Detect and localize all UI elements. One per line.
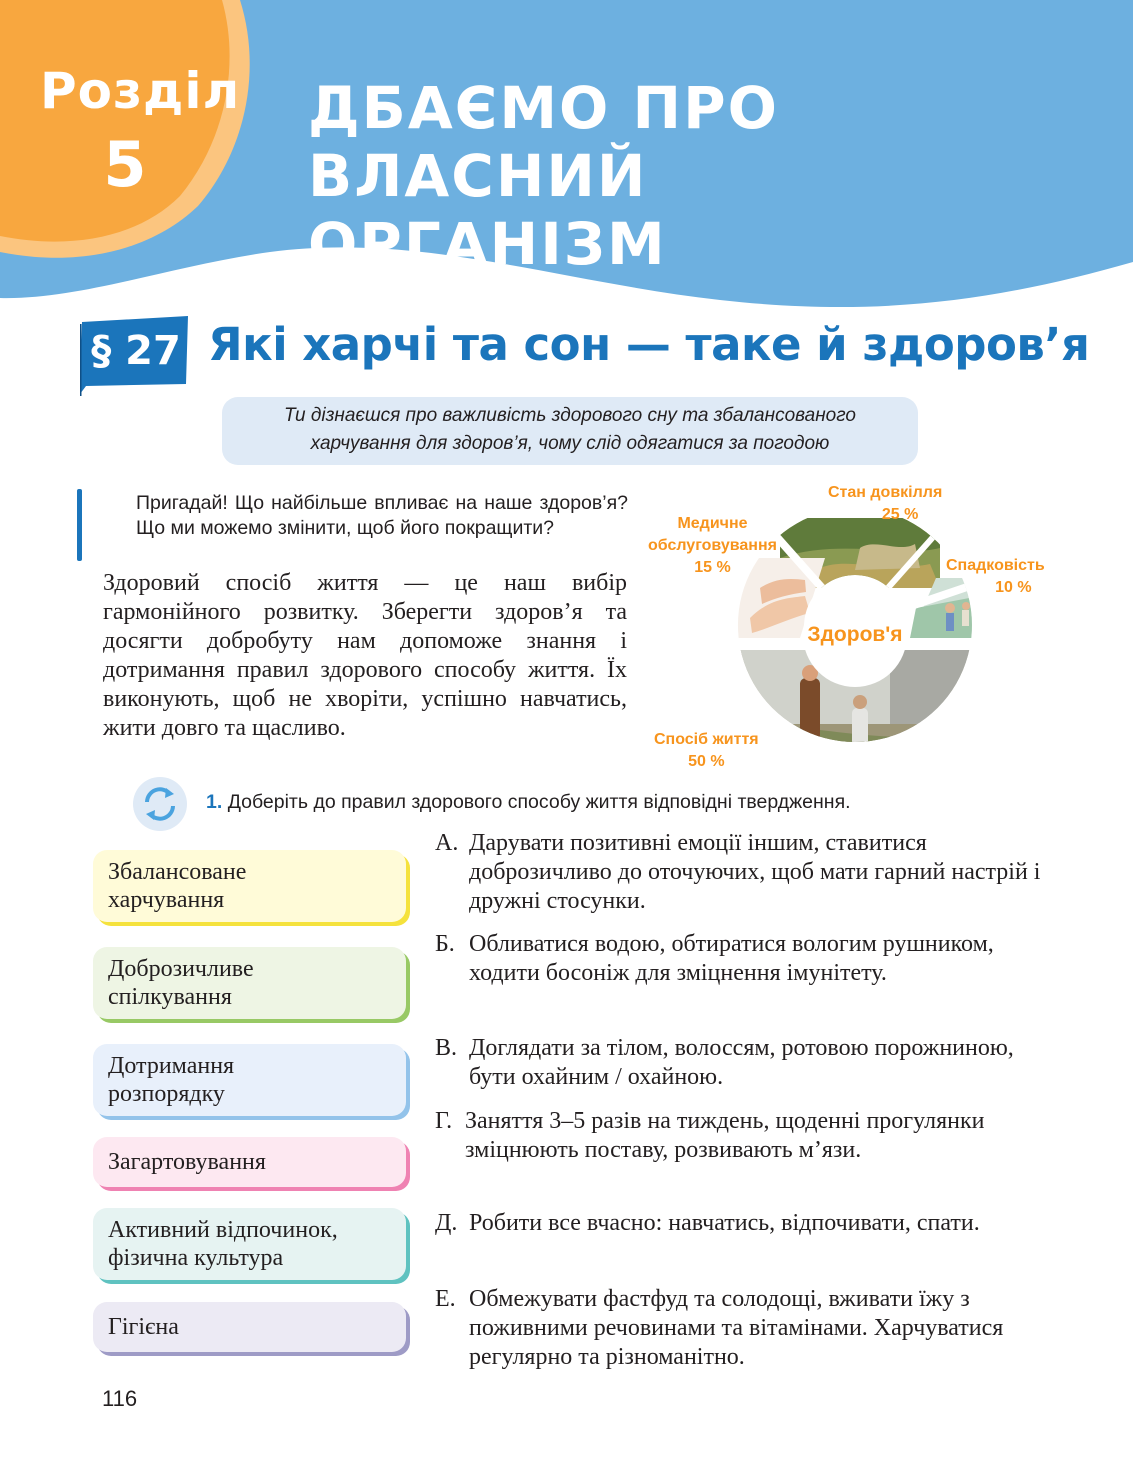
lesson-goals-line-1: Ти дізнаєшся про важливість здорового сну та збалансованого: [284, 405, 856, 426]
label-environment-percent: 25 %: [881, 506, 919, 523]
rule-box-nutrition-line-2: харчування: [108, 887, 225, 913]
statement-b-letter: Б.: [435, 931, 455, 957]
statement-d[interactable]: [435, 1107, 1055, 1165]
donut-center-label: Здоров'я: [807, 623, 903, 646]
rule-box-nutrition-line-1: Збалансоване: [108, 859, 247, 885]
label-lifestyle: [654, 729, 759, 773]
label-lifestyle-name: Спосіб життя: [654, 731, 759, 748]
task-1: [206, 791, 851, 814]
rule-box-nutrition[interactable]: [93, 850, 406, 922]
statement-d-letter: Г.: [435, 1108, 453, 1134]
statement-f[interactable]: [435, 1285, 1055, 1372]
rule-box-friendly-communication[interactable]: [93, 947, 406, 1019]
label-heredity-percent: 10 %: [995, 579, 1032, 596]
rule-box-active-rest-line-2: фізична культура: [108, 1245, 284, 1271]
statement-b-text: Обливатися водою, обтиратися вологим рушником, ходити босоніж для зміцнення імунітету.: [469, 931, 994, 986]
statement-f-text: Обмежувати фастфуд та солодощі, вживати їжу з поживними речовинами та вітамінами. Харчуватися регулярно та різноманітно.: [469, 1286, 1004, 1370]
label-heredity-name: Спадковість: [946, 557, 1045, 574]
statement-a-text: Дарувати позитивні емоції іншим, ставитися доброзичливо до оточуючих, щоб мати гарний настрій і дружні стосунки.: [469, 830, 1041, 914]
rule-box-daily-routine-line-2: розпорядку: [108, 1081, 225, 1107]
label-medical: [648, 513, 777, 579]
label-environment: [828, 482, 942, 526]
rule-box-friendly-communication-line-2: спілкування: [108, 984, 232, 1010]
recall-marker: [77, 489, 82, 561]
statement-e-text: Робити все вчасно: навчатись, відпочивати, спати.: [469, 1210, 980, 1236]
page-number: 116: [102, 1386, 138, 1411]
statement-a-letter: А.: [435, 830, 459, 856]
paragraph-title: Які харчі та сон — таке й здоров’я: [208, 318, 1090, 371]
rule-box-daily-routine-line-1: Дотримання: [108, 1053, 235, 1079]
chapter-label: Розділ: [40, 62, 241, 120]
rule-box-active-rest-line-1: Активний відпочинок,: [108, 1217, 338, 1243]
statement-c[interactable]: [435, 1034, 1055, 1092]
rule-box-daily-routine[interactable]: [93, 1044, 406, 1116]
main-paragraph: Здоровий спосіб життя — це наш вибір гармонійного розвитку. Зберегти здоров’я та досягти добробуту нам допоможе знання і дотримання правил здорового способу життя. Їх виконують, щоб не хворіти, успішно навчатись, жити довго та щасливо.: [103, 570, 627, 741]
section-title: [308, 74, 1088, 278]
paragraph-number: § 27: [91, 328, 181, 374]
label-lifestyle-percent: 50 %: [688, 753, 725, 770]
statement-a[interactable]: [435, 829, 1055, 916]
statement-e-letter: Д.: [435, 1210, 458, 1236]
statement-c-text: Доглядати за тілом, волоссям, ротовою порожниною, бути охайним / охайною.: [469, 1035, 1014, 1090]
rule-box-hardening[interactable]: [93, 1137, 406, 1187]
label-medical-name-1: Медичне: [677, 515, 748, 532]
rule-box-hygiene-line-1: Гігієна: [108, 1314, 179, 1340]
recall-question: Пригадай! Що найбільше впливає на наше здоров’я? Що ми можемо змінити, щоб його покращити?: [136, 492, 628, 539]
statement-e[interactable]: [435, 1209, 1055, 1238]
label-environment-name: Стан довкілля: [828, 484, 943, 501]
rule-box-hardening-line-1: Загартовування: [108, 1149, 266, 1175]
statement-f-letter: Е.: [435, 1286, 456, 1312]
lesson-goals-box: [222, 397, 918, 465]
task-number: 1.: [206, 791, 223, 813]
task-text: Доберіть до правил здорового способу життя відповідні твердження.: [227, 791, 851, 813]
statement-b[interactable]: [435, 930, 1055, 988]
label-medical-percent: 15 %: [694, 559, 731, 576]
label-heredity: [946, 555, 1045, 599]
chapter-number: 5: [103, 128, 147, 201]
rule-box-hygiene[interactable]: [93, 1302, 406, 1352]
section-title-line-1: ДБАЄМО ПРО ВЛАСНИЙ: [308, 74, 779, 210]
lesson-goals-line-2: харчування для здоров’я, чому слід одягатися за погодою: [310, 433, 830, 454]
rule-box-friendly-communication-line-1: Доброзичливе: [108, 956, 254, 982]
statement-c-letter: В.: [435, 1035, 458, 1061]
health-factors-diagram: [640, 478, 1080, 788]
task-cycle-icon: [132, 776, 188, 832]
rule-box-active-rest[interactable]: [93, 1208, 406, 1280]
statement-d-text: Заняття 3–5 разів на тиждень, щоденні прогулянки зміцнюють поставу, розвивають м’язи.: [465, 1108, 985, 1163]
section-title-line-2: ОРГАНІЗМ: [308, 210, 667, 278]
label-medical-name-2: обслуговування: [648, 537, 777, 554]
